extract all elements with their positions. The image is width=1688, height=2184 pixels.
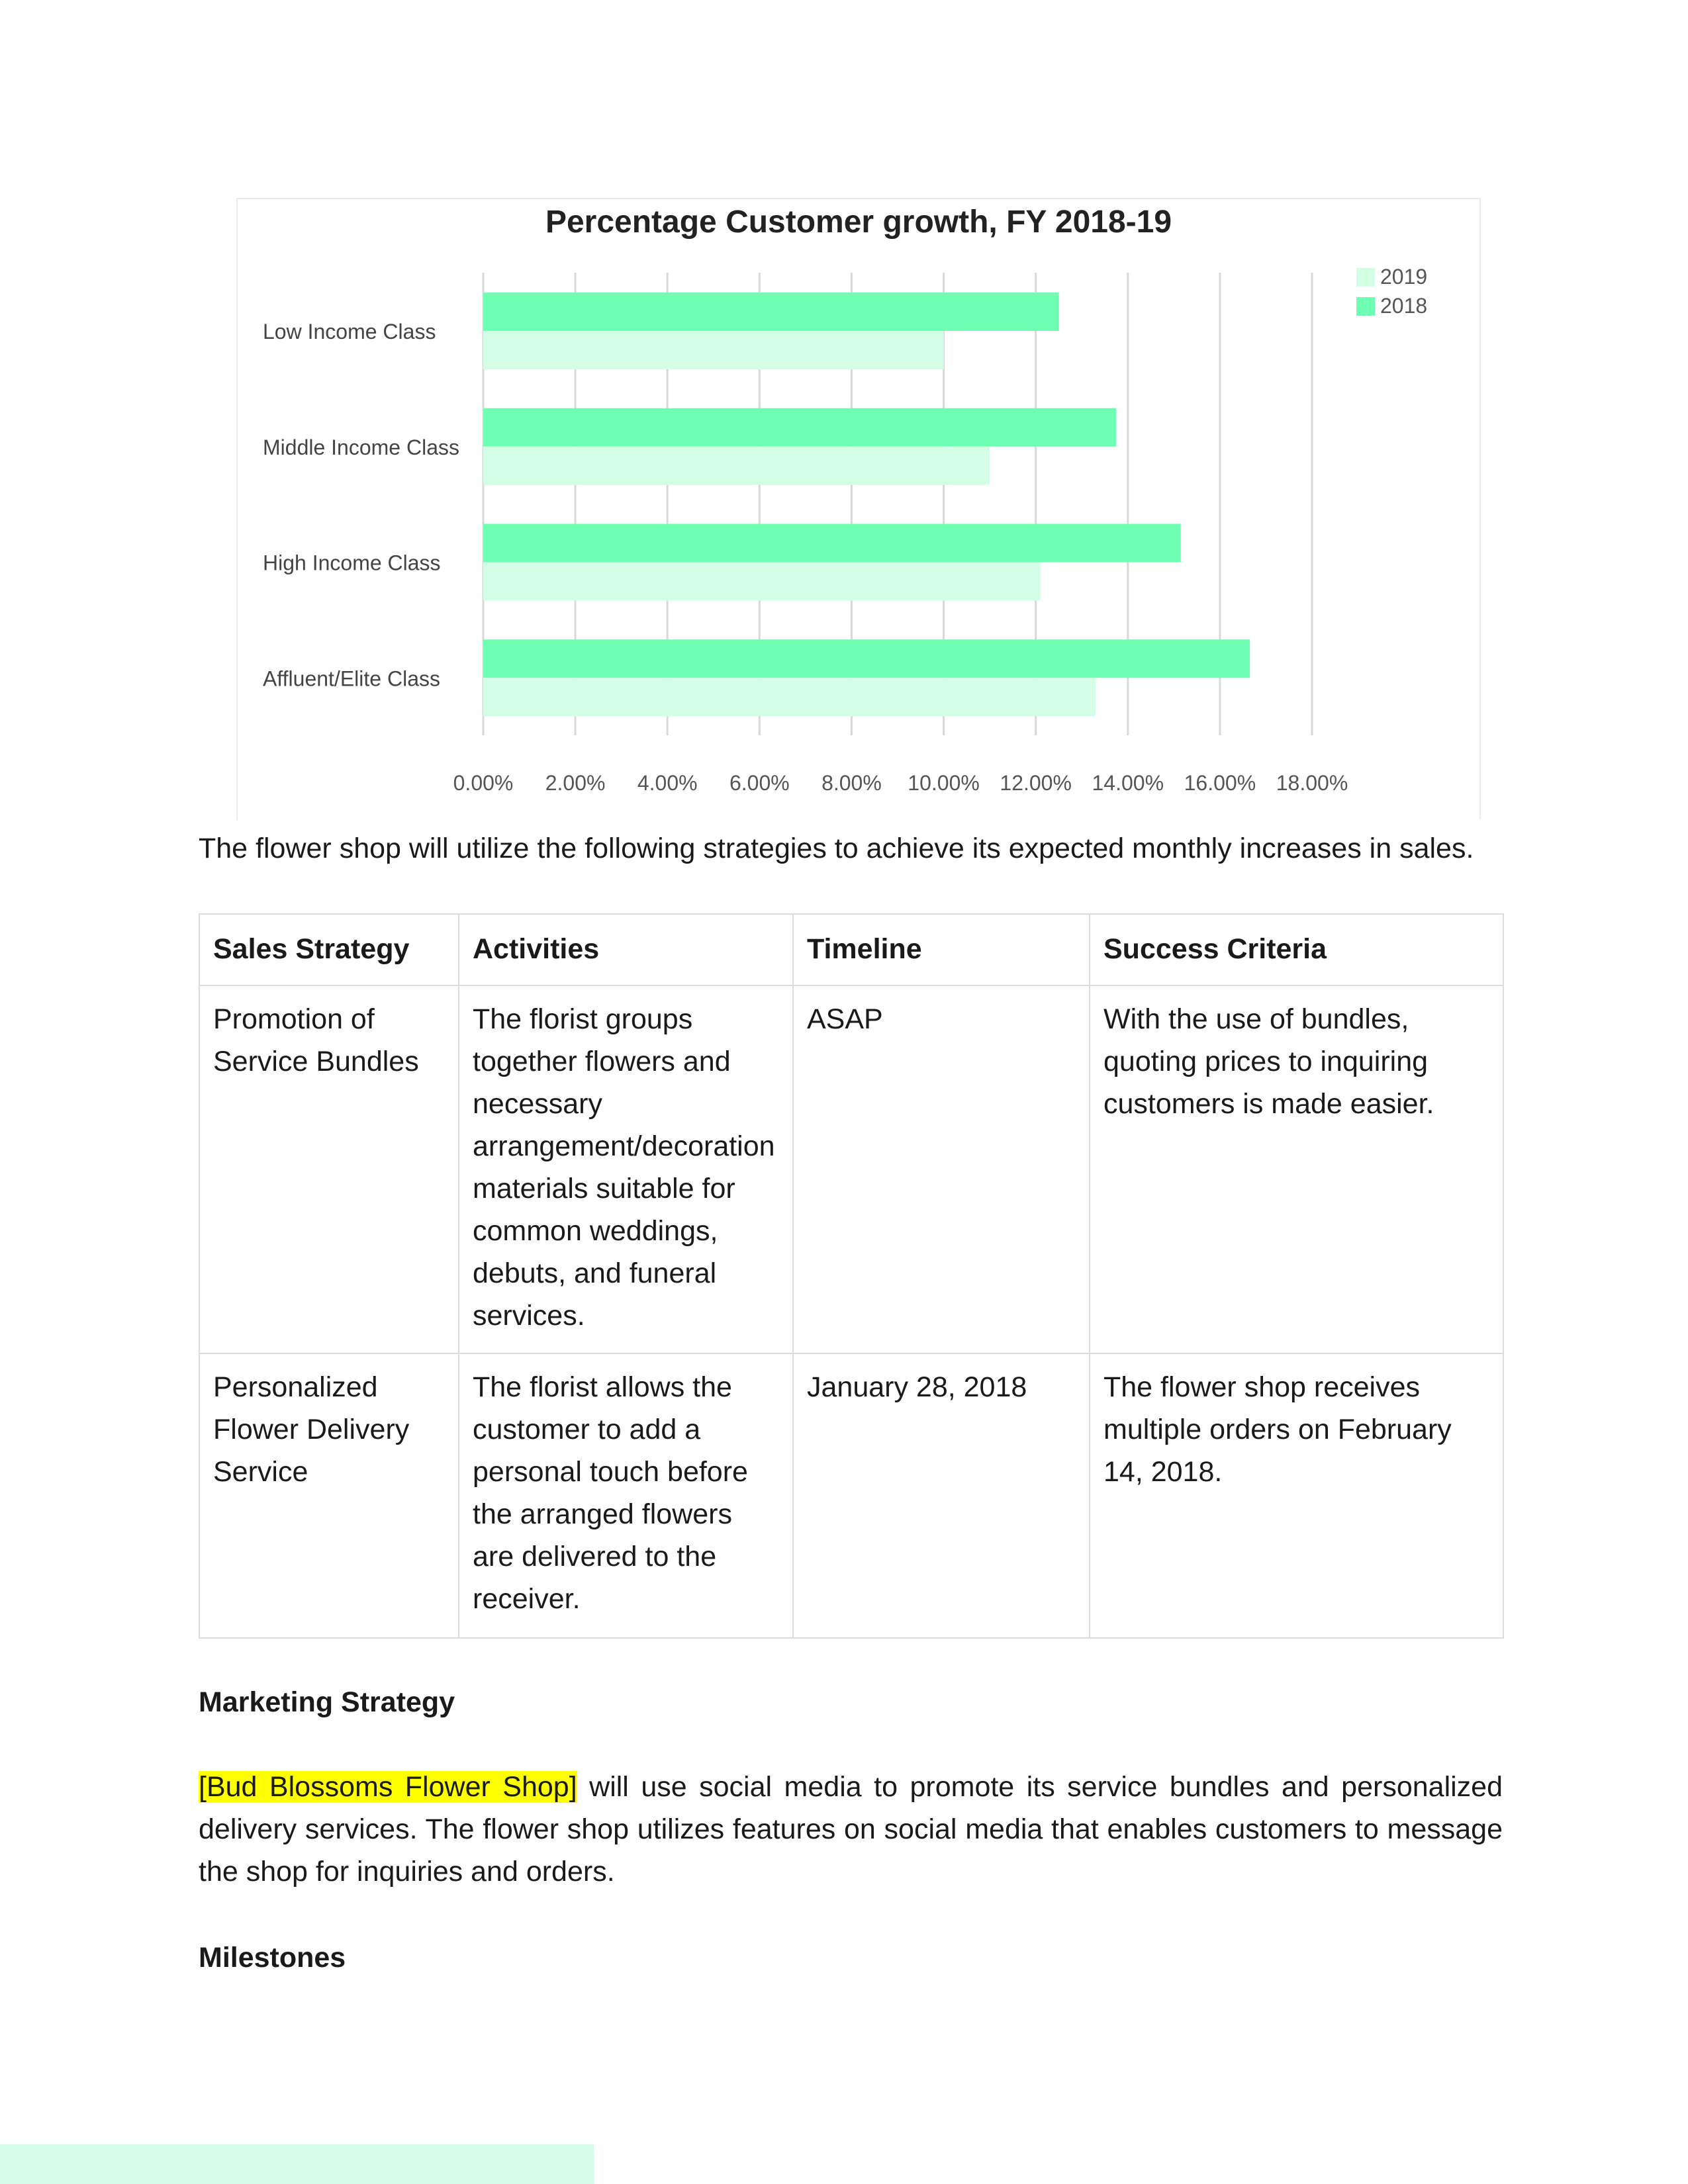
bar-2019	[483, 678, 1096, 716]
legend-label: 2019	[1380, 265, 1428, 289]
x-tick-label: 2.00%	[545, 771, 606, 795]
header-activities: Activities	[459, 914, 793, 985]
milestones-heading: Milestones	[199, 1942, 346, 1974]
chart-title: Percentage Customer growth, FY 2018-19	[545, 205, 1172, 240]
x-tick-label: 8.00%	[821, 771, 882, 795]
legend-label: 2018	[1380, 294, 1428, 318]
sales-strategy-table	[199, 913, 1504, 1639]
legend-swatch	[1356, 297, 1375, 316]
x-tick-label: 18.00%	[1276, 771, 1348, 795]
cell-timeline: January 28, 2018	[793, 1353, 1090, 1638]
cell-timeline: ASAP	[793, 985, 1090, 1353]
cell-activities: The florist groups together flowers and necessary arrangement/decoration materials suitable for common weddings, debuts, and funeral services.	[459, 985, 793, 1353]
bar-2018	[483, 524, 1181, 563]
bar-2019	[483, 563, 1041, 601]
cell-criteria: With the use of bundles, quoting prices to inquiring customers is made easier.	[1090, 985, 1503, 1353]
x-tick-label: 16.00%	[1184, 771, 1256, 795]
x-tick-label: 10.00%	[908, 771, 980, 795]
category-label: Middle Income Class	[263, 435, 459, 459]
marketing-paragraph	[199, 1766, 1503, 1893]
header-sales-strategy: Sales Strategy	[199, 914, 459, 985]
cell-strategy: Personalized Flower Delivery Service	[199, 1353, 459, 1638]
intro-paragraph: The flower shop will utilize the following strategies to achieve its expected monthly increases in sales.	[199, 833, 1474, 864]
marketing-text: will use social media to promote its service bundles and personalized delivery services. The flower shop utilizes features on social media that enables customers to message the shop for inquiries and orders.	[199, 1771, 1503, 1888]
x-tick-label: 4.00%	[637, 771, 698, 795]
x-tick-label: 6.00%	[729, 771, 790, 795]
x-tick-label: 14.00%	[1092, 771, 1164, 795]
bar-2018	[483, 639, 1250, 678]
bar-2018	[483, 293, 1058, 331]
bar-2018	[483, 408, 1116, 447]
x-tick-label: 0.00%	[453, 771, 514, 795]
cell-criteria: The flower shop receives multiple orders on February 14, 2018.	[1090, 1353, 1503, 1638]
category-label: High Income Class	[263, 551, 441, 575]
category-label: Affluent/Elite Class	[263, 666, 440, 691]
company-name-highlight: [Bud Blossoms Flower Shop]	[199, 1771, 577, 1803]
header-success-criteria: Success Criteria	[1090, 914, 1503, 985]
customer-growth-chart	[236, 198, 1481, 820]
bar-2019	[483, 447, 990, 485]
legend-swatch	[1356, 268, 1375, 287]
table-row	[199, 1353, 1503, 1638]
table-row	[199, 985, 1503, 1353]
footer-accent-band	[0, 2144, 594, 2184]
category-label: Low Income Class	[263, 320, 436, 343]
x-tick-label: 12.00%	[1000, 771, 1072, 795]
marketing-strategy-heading: Marketing Strategy	[199, 1686, 455, 1718]
table-header-row	[199, 914, 1503, 985]
bar-2019	[483, 331, 944, 369]
header-timeline: Timeline	[793, 914, 1090, 985]
cell-activities: The florist allows the customer to add a personal touch before the arranged flowers are delivered to the receiver.	[459, 1353, 793, 1638]
cell-strategy: Promotion of Service Bundles	[199, 985, 459, 1353]
